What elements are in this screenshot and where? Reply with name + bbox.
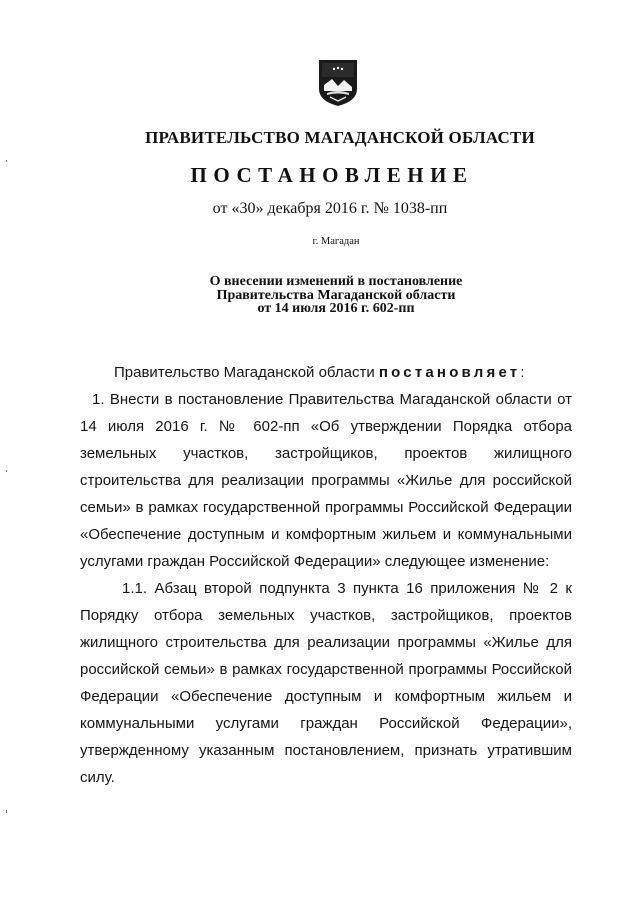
subject-line-1: О внесении изменений в постановление — [209, 274, 463, 289]
document-body — [80, 359, 572, 791]
document-date-number: от «30» декабря 2016 г. № 1038-пп — [212, 200, 448, 217]
document-type-heading: ПОСТАНОВЛЕНИЕ — [190, 163, 474, 187]
scan-mark — [6, 160, 7, 162]
document-subject — [16, 275, 640, 316]
preamble-text: Правительство Магаданской области — [114, 364, 379, 381]
preamble-paragraph — [80, 359, 572, 386]
preamble-verb: постановляет — [378, 364, 521, 381]
government-title: ПРАВИТЕЛЬСТВО МАГАДАНСКОЙ ОБЛАСТИ — [145, 128, 535, 147]
preamble-colon: : — [520, 364, 525, 381]
paragraph-1: 1. Внести в постановление Правительства Магаданской области от 14 июля 2016 г. № 602-пп «Об утверждении Порядка отбора земельных участков, застройщиков, проектов жилищного строительства для реализации программы «Жилье для российской семьи» в рамках государственной программы Российской Федерации «Обеспечение доступным и комфортным жильем и коммунальными услугами граждан Российской Федерации» следующее изменение: — [80, 391, 572, 570]
subject-line-2: Правительства Магаданской области — [216, 287, 456, 303]
coat-of-arms-icon — [318, 59, 358, 107]
subject-line-3: от 14 июля 2016 г. 602-пп — [257, 301, 415, 316]
document-place: г. Магадан — [312, 236, 360, 247]
paragraph-1-1: 1.1. Абзац второй подпункта 3 пункта 16 приложения № 2 к Порядку отбора земельных участков, застройщиков, проектов жилищного строительства для реализации программы «Жилье для российской семьи» в рамках государственной программы Российской Федерации «Обеспечение доступным и комфортным жильем и коммунальными услугами граждан Российской Федерации», утвержденному указанным постановлением, признать утратившим силу. — [80, 580, 572, 786]
scan-mark — [6, 810, 7, 813]
scan-mark — [6, 470, 7, 472]
